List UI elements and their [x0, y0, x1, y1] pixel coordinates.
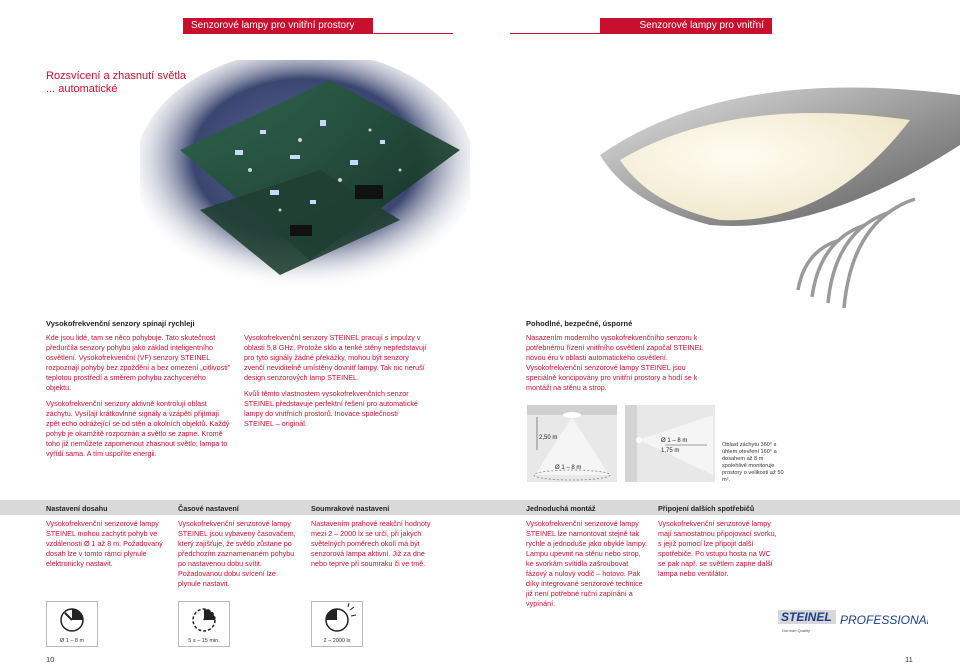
feature-heading-time: Časové nastavení — [178, 504, 239, 513]
feature-heading-mounting: Jednoduchá montáž — [526, 504, 596, 513]
ceiling-height-label: 2,50 m — [539, 435, 558, 441]
svg-text:STEINEL: STEINEL — [781, 610, 832, 624]
ceiling-lamp-image — [580, 75, 960, 310]
range-dial-icon — [47, 602, 97, 636]
timer-dial-icon — [179, 602, 229, 636]
twilight-dial-icon — [312, 602, 362, 636]
feature-text-twilight: Nastavením prahové reakční hodnoty mezi 2 – 2000 lx se určí, při jakých světelných poměrech okolí má být senzorová lampa aktivní. Již za dne nebo teprve při soumraku či ve tmě. — [311, 519, 431, 568]
time-icon-caption: 5 s – 15 min. — [188, 638, 220, 644]
wall-mount-diagram — [625, 405, 715, 482]
feature-text-mounting: Vysokofrekvenční senzorové lampy STEINEL lze namontovat stejně tak rychle a jednoduše jako obyklé lampy. Lampu upevnit na stěnu nebo strop, ke svorkám svítidla zašroubovat fázový a nulový vodič – hotovo. Pak díky integrované senzorové technice již není potřebné ruční zapínání a vypínání. — [526, 519, 647, 608]
ceiling-mount-diagram — [527, 405, 617, 482]
page-number-left: 10 — [46, 655, 55, 664]
title-line-2: ... automatické — [46, 83, 118, 95]
wall-height-label: 1,75 m — [661, 448, 680, 454]
feature-heading-twilight: Soumrakové nastavení — [311, 504, 390, 513]
comfort-paragraph: Nasazením moderního vysokofrekvenčního senzoru k potřebnému řízení vnitřního osvětlení započal STEINEL novou éru v oblasti automatického osvětlení. Vysokofrekvenční senzorové lampy STEINEL jsou speciálně koncipovány pro vnitřní prostory a hodí se k montáži na stěnu a strop. — [526, 333, 704, 392]
hf-column-1 — [46, 333, 231, 465]
feature-text-range: Vysokofrekvenční senzorové lampy STEINEL mohou zachytit pohyb ve vzdálenosti Ø 1 až 8 m. Požadovaný dosah lze v tomto rámci plynule elektronicky nastavit. — [46, 519, 163, 568]
hf-col1-paragraph-2: Vysokofrekvenční senzory aktivně kontrolují oblast záchytu. Vysílají krátkovlnné signály a vzápětí přijímají zpět echo odrážející se od stěn a okolních objektů. Každý pohyb je okamžitě rozpoznán a světlo se zapne. Kromě toho již nemůžete zapomenout zhasnout světlo; lampa to vyřídí sama. A tím uspoříte energii. — [46, 399, 230, 458]
header-title-right: Senzorové lampy pro vnitřní prostory — [600, 18, 772, 34]
svg-text:German Quality: German Quality — [782, 628, 811, 633]
range-setting-box — [46, 601, 98, 647]
feature-heading-band — [0, 500, 960, 515]
feature-heading-range: Nastavení dosahu — [46, 504, 108, 513]
feature-heading-slave: Připojení dalších spotřebičů — [658, 504, 755, 513]
time-setting-box — [178, 601, 230, 647]
hf-column-2 — [244, 333, 429, 435]
circuit-board-image — [140, 60, 470, 300]
range-icon-caption: Ø 1 – 8 m — [59, 638, 85, 644]
hf-col1-paragraph-1: Kde jsou lidé, tam se něco pohybuje. Tato skutečnost předurčila senzory pohybu jako základ inteligentního osvětlení. Vysokofrekvenční (VF) senzory STEINEL rozpoznají pohyby bez zpoždění a bez omezení „citlivosti" teplotou prostředí a směrem pohybu zachyceného objektu. — [46, 333, 231, 392]
twilight-icon-caption: 2 – 2000 lx — [323, 638, 351, 644]
page-number-right: 11 — [905, 655, 913, 664]
feature-text-slave: Vysokofrekvenční senzorové lampy mají samostatnou připojovací svorku, s jejíž pomocí lze připojit další spotřebiče. Po vstupu hosta na WC se pak např. se světlem zapne další lampa nebo ventilátor. — [658, 519, 777, 578]
steinel-professional-logo-icon — [778, 606, 928, 636]
twilight-setting-box — [311, 601, 363, 647]
hf-col2-paragraph-2: Kvůli těmto vlastnostem vysokofrekvenčních senzor STEINEL představuje perfektní řešení pro automatické lampy do vnitřních prostorů. Inovace společnosti STEINEL – originál. — [244, 389, 418, 428]
diagram-caption: Oblast záchytu 360° s úhlem otevření 160° a dosahem až 8 m spolehlivě monitoruje prostory o velikosti až 50 m². — [722, 442, 784, 483]
comfort-section-heading: Pohodlné, bezpečné, úsporné — [526, 319, 633, 328]
title-line-1: Rozsvícení a zhasnutí světla — [46, 70, 187, 82]
header-title-left: Senzorové lampy pro vnitřní prostory — [183, 18, 373, 34]
feature-text-time: Vysokofrekvenční senzorové lampy STEINEL jsou vybaveny časovačem, který zajišťuje, že světlo zůstane po předchozím zaznamenaném pohybu po nastavenou dobu svítit. Požadovanou dobu svícení lze plynule nastavit. — [178, 519, 296, 588]
svg-text:PROFESSIONAL: PROFESSIONAL — [840, 613, 928, 627]
hf-section-heading: Vysokofrekvenční senzory spínají rychleji — [46, 319, 195, 328]
steinel-logo — [778, 606, 928, 636]
ceiling-range-label: Ø 1 – 8 m — [555, 465, 582, 471]
hf-col2-paragraph-1: Vysokofrekvenční senzory STEINEL pracují s impulzy v oblasti 5,8 GHz. Protože sklo a tenké stěny nepředstavují pro tyto signály žádné překážky, mohou být senzory zvenčí neviditelně umístěny dovnitř lampy. Tak nic neruší design senzorových lamp STEINEL. — [244, 333, 427, 382]
wall-range-label: Ø 1 – 8 m — [661, 438, 688, 444]
